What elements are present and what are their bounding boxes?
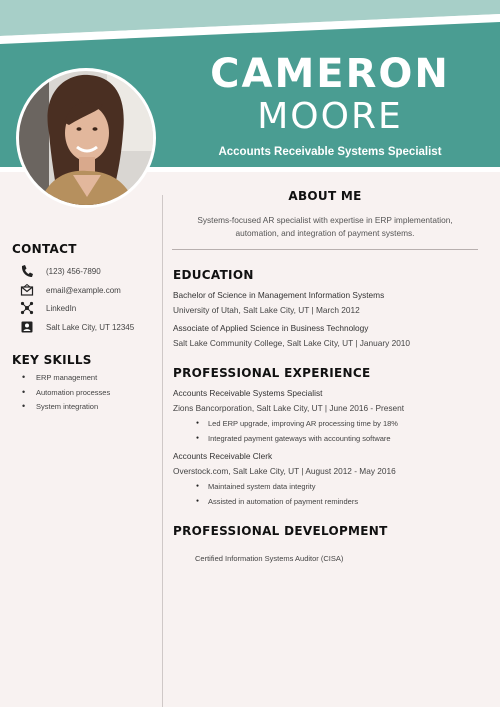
about-text: Systems-focused AR specialist with expertise in ERP implementation, automation, and integration of payment systems. xyxy=(197,215,453,238)
location-icon xyxy=(20,320,34,334)
job-bullets xyxy=(196,482,358,512)
email-icon xyxy=(20,283,34,297)
contact-location xyxy=(20,320,134,334)
education-degree: Bachelor of Science in Management Information Systems xyxy=(173,290,385,300)
linkedin-icon xyxy=(20,301,34,315)
skill-item: • System integration xyxy=(20,402,110,417)
skills-heading: KEY SKILLS xyxy=(12,353,92,367)
contact-heading: CONTACT xyxy=(12,242,77,256)
last-name: MOORE xyxy=(257,96,403,137)
job-company: Zions Bancorporation, Salt Lake City, UT | June 2016 - Present xyxy=(173,403,405,413)
phone-icon xyxy=(20,264,34,278)
sidebar-divider xyxy=(162,195,163,707)
contact-email xyxy=(20,283,121,297)
about-heading: ABOUT ME xyxy=(288,189,362,203)
job-bullet: ● Led ERP upgrade, improving AR processing time by 18% xyxy=(196,419,398,434)
skills-list xyxy=(20,373,110,417)
experience-heading: PROFESSIONAL EXPERIENCE xyxy=(173,366,371,380)
development-heading: PROFESSIONAL DEVELOPMENT xyxy=(173,524,388,538)
profile-photo xyxy=(16,68,156,208)
contact-phone xyxy=(20,264,101,278)
certification-item: Certified Information Systems Auditor (CISA) xyxy=(195,554,344,563)
education-degree: Associate of Applied Science in Business Technology xyxy=(173,323,369,333)
job-role: Accounts Receivable Systems Specialist xyxy=(173,388,323,398)
job-company: Overstock.com, Salt Lake City, UT | August 2012 - May 2016 xyxy=(173,466,396,476)
education-details: University of Utah, Salt Lake City, UT | March 2012 xyxy=(173,305,360,315)
job-title: Accounts Receivable Systems Specialist xyxy=(218,146,442,158)
contact-location-text: Salt Lake City, UT 12345 xyxy=(46,322,135,332)
job-bullet: ● Maintained system data integrity xyxy=(196,482,358,497)
skill-item: • ERP management xyxy=(20,373,110,388)
contact-linkedin xyxy=(20,301,76,315)
skill-item: • Automation processes xyxy=(20,388,110,403)
education-heading: EDUCATION xyxy=(173,268,254,282)
job-bullets xyxy=(196,419,398,449)
job-role: Accounts Receivable Clerk xyxy=(173,451,273,461)
contact-phone-text: (123) 456-7890 xyxy=(46,266,101,276)
job-bullet: ● Assisted in automation of payment reminders xyxy=(196,497,358,512)
job-bullet: ● Integrated payment gateways with accounting software xyxy=(196,434,398,449)
contact-email-text: email@example.com xyxy=(46,285,121,295)
about-divider xyxy=(172,249,478,250)
contact-linkedin-text[interactable]: LinkedIn xyxy=(46,303,77,313)
education-details: Salt Lake Community College, Salt Lake City, UT | January 2010 xyxy=(173,338,411,348)
first-name: CAMERON xyxy=(210,51,450,97)
